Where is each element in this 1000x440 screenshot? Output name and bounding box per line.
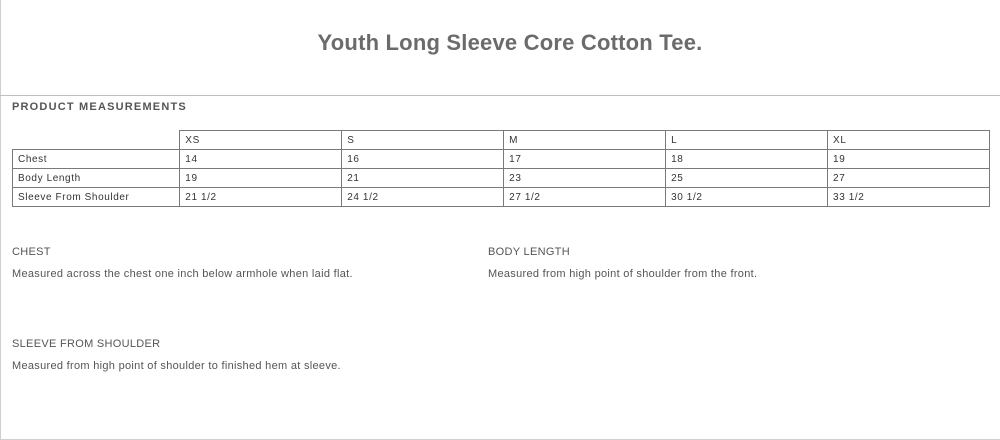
measurements-table [12,130,990,207]
row-label-sleeve: Sleeve From Shoulder [13,188,180,207]
table-row-chest [13,150,990,169]
row-label-body-length: Body Length [13,169,180,188]
table-cell: 19 [828,150,990,169]
table-cell: 18 [666,150,828,169]
body-length-definition-heading: BODY LENGTH [488,246,570,258]
chest-definition-text: Measured across the chest one inch below armhole when laid flat. [12,268,353,280]
sleeve-definition-heading: SLEEVE FROM SHOULDER [12,338,161,350]
page-title: Youth Long Sleeve Core Cotton Tee. [317,30,703,55]
table-cell: 33 1/2 [828,188,990,207]
chest-definition-heading: CHEST [12,246,51,258]
table-cell: 16 [342,150,504,169]
table-cell: 27 1/2 [504,188,666,207]
table-cell: 17 [504,150,666,169]
table-cell: 19 [180,169,342,188]
section-divider [0,95,1000,96]
size-header-l: L [666,131,828,150]
row-label-chest: Chest [13,150,180,169]
table-cell: 21 [342,169,504,188]
size-header-xs: XS [180,131,342,150]
page-left-border [0,0,1,440]
table-cell: 25 [666,169,828,188]
section-heading: PRODUCT MEASUREMENTS [12,101,187,113]
size-header-s: S [342,131,504,150]
body-length-definition-text: Measured from high point of shoulder from the front. [488,268,758,280]
table-corner-cell [13,131,180,150]
table-cell: 24 1/2 [342,188,504,207]
table-header-row [13,131,990,150]
table-cell: 23 [504,169,666,188]
table-cell: 14 [180,150,342,169]
table-row-sleeve [13,188,990,207]
table-row-body-length [13,169,990,188]
table-cell: 21 1/2 [180,188,342,207]
table-cell: 27 [828,169,990,188]
size-header-xl: XL [828,131,990,150]
sleeve-definition-text: Measured from high point of shoulder to finished hem at sleeve. [12,360,341,372]
table-cell: 30 1/2 [666,188,828,207]
size-header-m: M [504,131,666,150]
